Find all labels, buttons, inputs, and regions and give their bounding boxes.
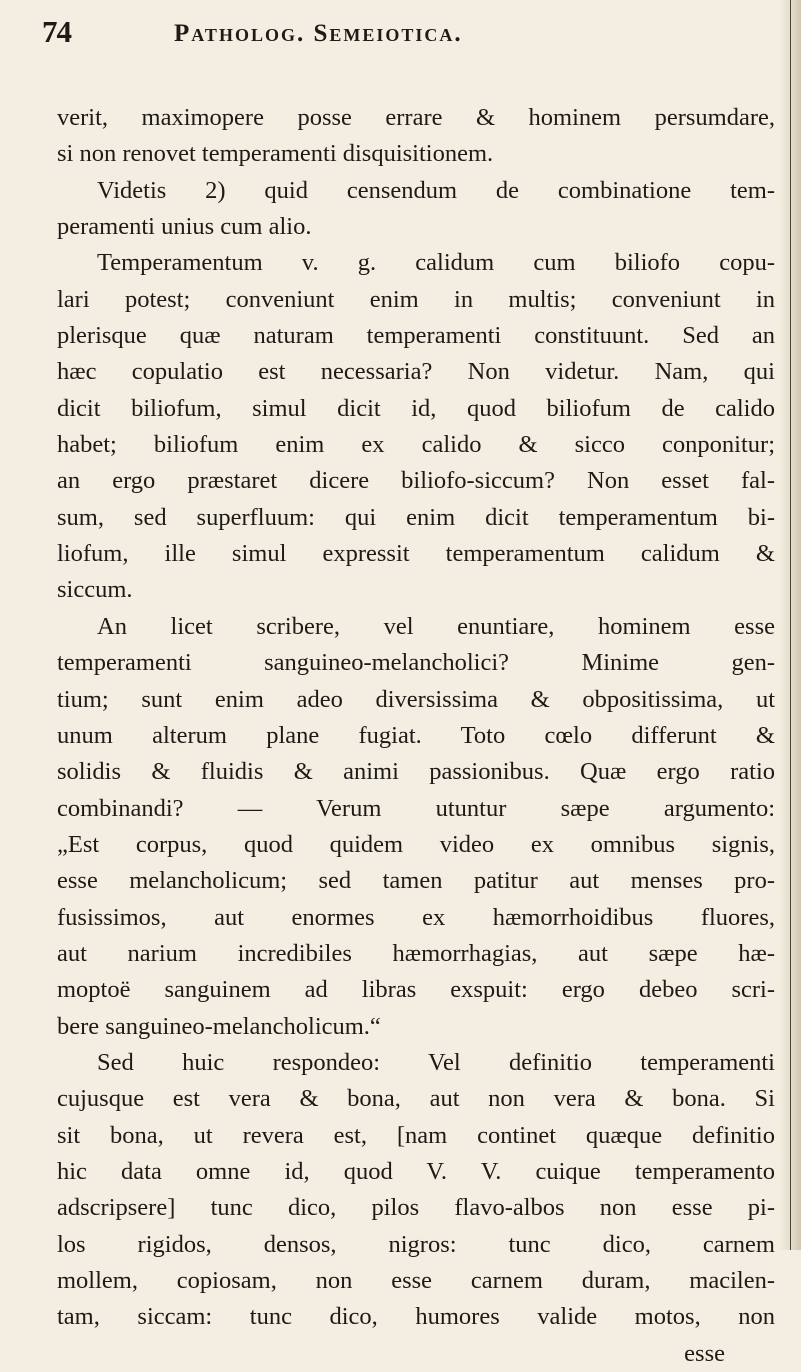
text-line: peramenti unius cum alio.	[57, 213, 312, 241]
text-line: „Est corpus, quod quidem video ex omnibus signis,	[57, 830, 775, 858]
text-line: liofum, ille simul expressit temperamentum calidum &	[57, 540, 775, 568]
text-line: plerisque quæ naturam temperamenti constituunt. Sed an	[57, 322, 775, 350]
text-line: tam, siccam: tunc dico, humores valide motos, non	[57, 1303, 775, 1331]
text-line: esse	[684, 1339, 725, 1367]
text-line: fusissimos, aut enormes ex hæmorrhoidibus fluores,	[57, 903, 775, 931]
text-line: Temperamentum v. g. calidum cum biliofo copu-	[97, 249, 775, 277]
text-line: adscripsere] tunc dico, pilos flavo-albos non esse pi-	[57, 1194, 775, 1222]
text-line: an ergo præstaret dicere biliofo-siccum? Non esset fal-	[57, 467, 775, 495]
text-line: solidis & fluidis & animi passionibus. Quæ ergo ratio	[57, 758, 775, 786]
text-line: Videtis 2) quid censendum de combinatione tem-	[97, 176, 775, 204]
text-line: habet; biliofum enim ex calido & sicco conponitur;	[57, 431, 775, 459]
text-line: dicit biliofum, simul dicit id, quod biliofum de calido	[57, 394, 775, 422]
text-line: unum alterum plane fugiat. Toto cœlo differunt &	[57, 721, 775, 749]
text-line: moptoë sanguinem ad libras exspuit: ergo debeo scri-	[57, 976, 775, 1004]
text-line: los rigidos, densos, nigros: tunc dico, carnem	[57, 1230, 775, 1258]
text-line: mollem, copiosam, non esse carnem duram, macilen-	[57, 1267, 775, 1294]
page-number: 74	[42, 14, 71, 49]
text-line: Sed huic respondeo: Vel definitio temperamenti	[97, 1048, 775, 1076]
text-line: hic data omne id, quod V. V. cuique temperamento	[57, 1157, 775, 1185]
text-line: sit bona, ut revera est, [nam continet quæque definitio	[57, 1121, 775, 1149]
text-line: sum, sed superfluum: qui enim dicit temperamentum bi-	[57, 503, 775, 531]
body-text	[57, 100, 775, 1372]
text-line: lari potest; conveniunt enim in multis; conveniunt in	[57, 285, 775, 313]
text-line: cujusque est vera & bona, aut non vera & bona. Si	[57, 1085, 775, 1113]
text-line: esse melancholicum; sed tamen patitur aut menses pro-	[57, 867, 775, 895]
text-line: An licet scribere, vel enuntiare, hominem esse	[97, 612, 775, 640]
page-edge-rule	[790, 0, 791, 1250]
text-line: tium; sunt enim adeo diversissima & obpositissima, ut	[57, 685, 775, 713]
text-line: combinandi? — Verum utuntur sæpe argumento:	[57, 794, 775, 822]
text-line: aut narium incredibiles hæmorrhagias, aut sæpe hæ-	[57, 939, 775, 967]
page-header	[40, 6, 740, 50]
text-line: si non renovet temperamenti disquisitionem.	[57, 140, 494, 168]
text-line: hæc copulatio est necessaria? Non videtur. Nam, qui	[57, 358, 775, 386]
text-line: temperamenti sanguineo-melancholici? Minime gen-	[57, 649, 775, 677]
text-line: siccum.	[57, 576, 133, 604]
text-line: verit, maximopere posse errare & hominem persumdare,	[57, 104, 775, 131]
text-line: bere sanguineo-melancholicum.“	[57, 1012, 381, 1040]
running-head: Patholog. Semeiotica.	[174, 20, 463, 47]
